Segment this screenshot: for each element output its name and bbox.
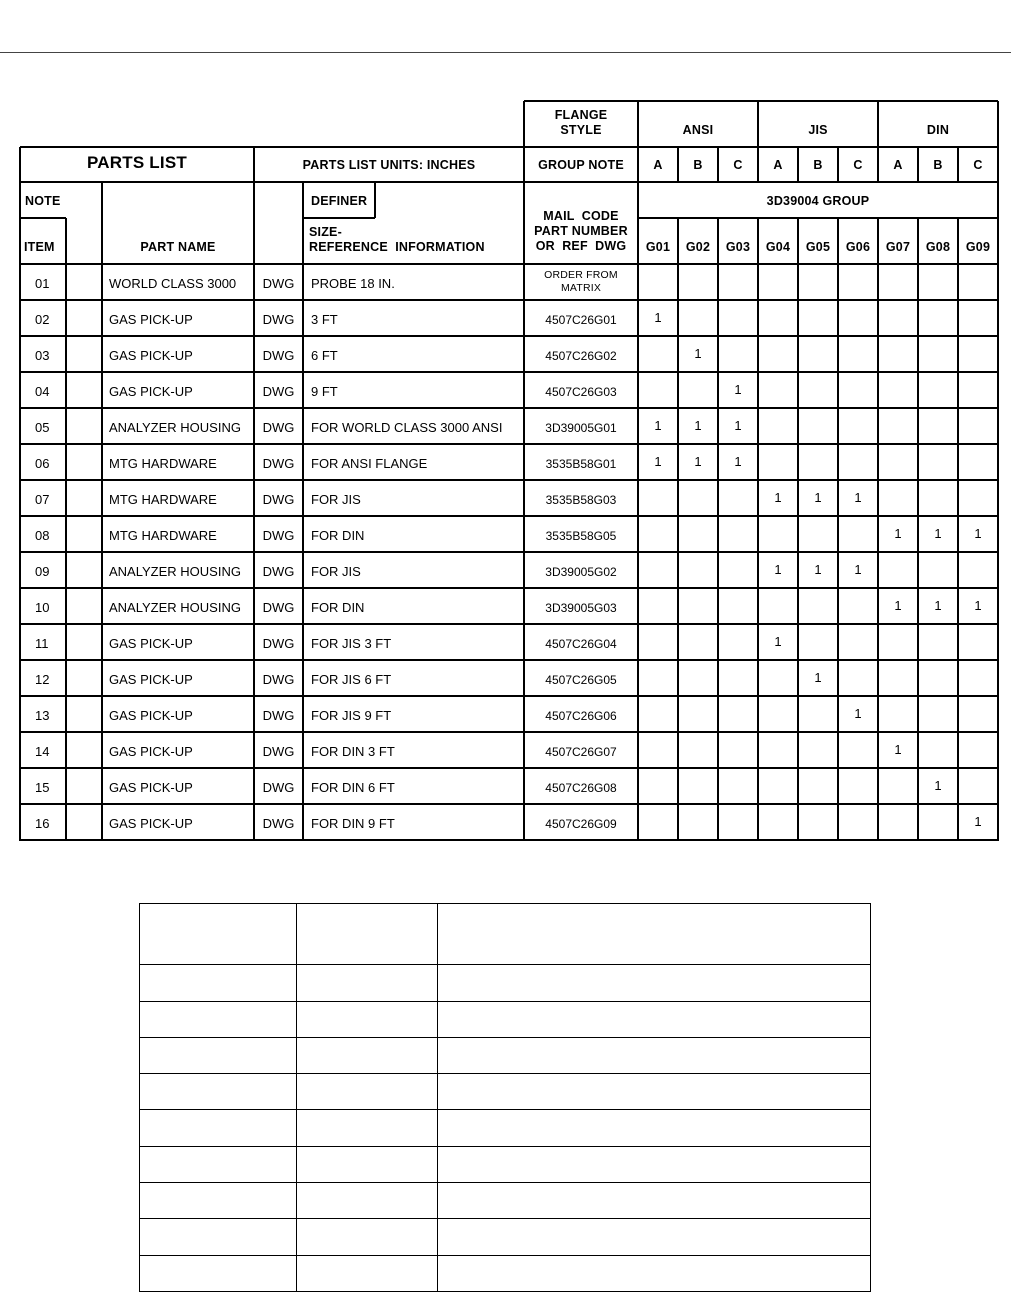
group-code: G01 [645, 240, 671, 254]
size-reference: 6 FT [311, 348, 338, 363]
rule-line [997, 101, 999, 841]
quantity-cell: 1 [934, 526, 942, 541]
flange-letter: A [653, 158, 663, 172]
part-name: GAS PICK-UP [109, 708, 193, 723]
part-number: 4507C26G06 [545, 709, 617, 723]
dwg-definer: DWG [262, 708, 295, 723]
blank-cell [438, 1110, 871, 1146]
quantity-cell: 1 [814, 670, 822, 685]
rule-line [374, 182, 376, 218]
rule-line [638, 217, 998, 219]
part-name: GAS PICK-UP [109, 780, 193, 795]
part-name: GAS PICK-UP [109, 816, 193, 831]
rule-line [524, 100, 998, 102]
blank-cell [297, 904, 438, 965]
item-number: 02 [35, 312, 50, 327]
blank-table-row [140, 1037, 871, 1073]
rule-line [20, 407, 998, 409]
dwg-definer: DWG [262, 456, 295, 471]
quantity-cell: 1 [854, 562, 862, 577]
rule-line [20, 217, 66, 219]
blank-table-row [140, 965, 871, 1001]
item-number: 03 [35, 348, 50, 363]
part-number: 4507C26G03 [545, 385, 617, 399]
part-name: GAS PICK-UP [109, 636, 193, 651]
blank-cell [438, 1255, 871, 1291]
rule-line [797, 218, 799, 841]
blank-cell [297, 1182, 438, 1218]
dwg-definer: DWG [262, 672, 295, 687]
size-reference: FOR JIS 9 FT [311, 708, 392, 723]
part-number: 4507C26G04 [545, 637, 617, 651]
group-code: G02 [685, 240, 711, 254]
size-reference: PROBE 18 IN. [311, 276, 395, 291]
flange-group-jis: JIS [808, 123, 828, 137]
blank-cell [297, 1146, 438, 1182]
size-reference: 9 FT [311, 384, 338, 399]
blank-cell [438, 965, 871, 1001]
flange-letter: C [853, 158, 863, 172]
rule-line [20, 335, 998, 337]
rule-line [20, 146, 998, 148]
dwg-definer: DWG [262, 816, 295, 831]
part-number: 3535B58G01 [545, 457, 617, 471]
blank-cell [140, 1182, 297, 1218]
quantity-cell: 1 [654, 310, 662, 325]
blank-cell [297, 1037, 438, 1073]
dwg-definer: DWG [262, 312, 295, 327]
quantity-cell: 1 [654, 418, 662, 433]
size-reference: 3 FT [311, 312, 338, 327]
definer-label: DEFINER [311, 194, 368, 208]
quantity-cell: 1 [854, 490, 862, 505]
part-number: 4507C26G09 [545, 817, 617, 831]
quantity-cell: 1 [734, 454, 742, 469]
quantity-cell: 1 [854, 706, 862, 721]
dwg-definer: DWG [262, 276, 295, 291]
item-number: 09 [35, 564, 50, 579]
size-reference: FOR DIN [311, 528, 365, 543]
rule-line [20, 443, 998, 445]
note-label: NOTE [25, 194, 61, 208]
dwg-definer: DWG [262, 780, 295, 795]
flange-letter: C [973, 158, 983, 172]
part-name: WORLD CLASS 3000 [109, 276, 237, 291]
item-label: ITEM [24, 240, 55, 254]
rule-line [20, 587, 998, 589]
quantity-cell: 1 [774, 562, 782, 577]
blank-cell [140, 1001, 297, 1037]
part-number: 3535B58G03 [545, 493, 617, 507]
flange-letter: B [933, 158, 943, 172]
blank-cell [438, 1146, 871, 1182]
rule-line [20, 659, 998, 661]
blank-cell [297, 1219, 438, 1255]
quantity-cell: 1 [814, 490, 822, 505]
rule-line [20, 371, 998, 373]
rule-line [717, 218, 719, 841]
blank-cell [438, 904, 871, 965]
size-reference: FOR JIS 3 FT [311, 636, 392, 651]
group-code: G05 [805, 240, 831, 254]
part-number: 4507C26G01 [545, 313, 617, 327]
flange-letter: C [733, 158, 743, 172]
rule-line [65, 218, 67, 841]
blank-cell [297, 1074, 438, 1110]
part-name-label: PART NAME [140, 240, 216, 254]
item-number: 12 [35, 672, 50, 687]
part-number: 4507C26G02 [545, 349, 617, 363]
rule-line [20, 695, 998, 697]
item-number: 15 [35, 780, 50, 795]
part-name: ANALYZER HOUSING [109, 564, 241, 579]
rule-line [20, 551, 998, 553]
dwg-definer: DWG [262, 492, 295, 507]
size-reference: FOR DIN [311, 600, 365, 615]
dwg-definer: DWG [262, 528, 295, 543]
quantity-cell: 1 [934, 778, 942, 793]
quantity-cell: 1 [814, 562, 822, 577]
part-number: 3D39005G02 [545, 565, 617, 579]
dwg-definer: DWG [262, 636, 295, 651]
rule-line [20, 479, 998, 481]
dwg-definer: DWG [262, 600, 295, 615]
size-reference: FOR JIS [311, 564, 361, 579]
blank-table-row [140, 1146, 871, 1182]
blank-cell [140, 1037, 297, 1073]
item-number: 01 [35, 276, 50, 291]
group-code: G08 [925, 240, 951, 254]
rule-line [20, 181, 998, 183]
size-reference: FOR JIS 6 FT [311, 672, 392, 687]
group-code: G09 [965, 240, 991, 254]
item-number: 05 [35, 420, 50, 435]
part-number: 3D39005G01 [545, 421, 617, 435]
size-reference: FOR DIN 6 FT [311, 780, 395, 795]
quantity-cell: 1 [894, 526, 902, 541]
part-name: GAS PICK-UP [109, 672, 193, 687]
dwg-definer: DWG [262, 420, 295, 435]
blank-table-row [140, 1074, 871, 1110]
part-name: ANALYZER HOUSING [109, 420, 241, 435]
quantity-cell: 1 [694, 346, 702, 361]
flange-letter: A [893, 158, 903, 172]
size-ref-label: SIZE- REFERENCE INFORMATION [309, 225, 485, 254]
dwg-definer: DWG [262, 744, 295, 759]
blank-table-row [140, 1001, 871, 1037]
blank-cell [297, 1001, 438, 1037]
size-reference: FOR WORLD CLASS 3000 ANSI [311, 420, 503, 435]
rule-line [20, 731, 998, 733]
size-reference: FOR DIN 9 FT [311, 816, 395, 831]
blank-cell [438, 1037, 871, 1073]
blank-cell [297, 1110, 438, 1146]
quantity-cell: 1 [734, 418, 742, 433]
quantity-cell: 1 [934, 598, 942, 613]
item-number: 11 [35, 636, 49, 651]
blank-cell [297, 1255, 438, 1291]
part-number: 4507C26G08 [545, 781, 617, 795]
quantity-cell: 1 [734, 382, 742, 397]
flange-letter: B [693, 158, 703, 172]
rule-line [303, 217, 375, 219]
blank-cell [438, 1074, 871, 1110]
rule-line [101, 182, 103, 841]
flange-group-din: DIN [926, 123, 950, 137]
item-number: 10 [35, 600, 50, 615]
blank-cell [297, 965, 438, 1001]
part-name: GAS PICK-UP [109, 348, 193, 363]
part-number: 3D39005G03 [545, 601, 617, 615]
parts-list-title: PARTS LIST [87, 153, 187, 172]
quantity-cell: 1 [974, 598, 982, 613]
blank-cell [140, 1219, 297, 1255]
item-number: 16 [35, 816, 50, 831]
part-number: 4507C26G05 [545, 673, 617, 687]
flange-group-ansi: ANSI [682, 123, 714, 137]
blank-cell [438, 1219, 871, 1255]
quantity-cell: 1 [894, 598, 902, 613]
blank-cell [438, 1182, 871, 1218]
blank-cell [140, 1255, 297, 1291]
part-name: MTG HARDWARE [109, 492, 217, 507]
blank-table-header-row [140, 904, 871, 965]
quantity-cell: 1 [894, 742, 902, 757]
group-note-label: GROUP NOTE [538, 158, 624, 172]
rule-line [19, 147, 21, 841]
dwg-definer: DWG [262, 348, 295, 363]
part-name: ANALYZER HOUSING [109, 600, 241, 615]
quantity-cell: 1 [694, 454, 702, 469]
rule-line [20, 623, 998, 625]
dwg-definer: DWG [262, 564, 295, 579]
quantity-cell: 1 [774, 634, 782, 649]
blank-table-row [140, 1219, 871, 1255]
quantity-cell: 1 [654, 454, 662, 469]
item-number: 08 [35, 528, 50, 543]
part-number: 3535B58G05 [545, 529, 617, 543]
rule-line [20, 263, 998, 265]
group-title: 3D39004 GROUP [766, 194, 870, 208]
units-label: PARTS LIST UNITS: INCHES [302, 158, 476, 172]
part-number: ORDER FROM MATRIX [544, 269, 618, 294]
group-code: G06 [845, 240, 871, 254]
part-name: GAS PICK-UP [109, 744, 193, 759]
part-number: 4507C26G07 [545, 745, 617, 759]
size-reference: FOR JIS [311, 492, 361, 507]
size-reference: FOR DIN 3 FT [311, 744, 395, 759]
part-name: MTG HARDWARE [109, 456, 217, 471]
item-number: 06 [35, 456, 50, 471]
quantity-cell: 1 [694, 418, 702, 433]
size-reference: FOR ANSI FLANGE [311, 456, 428, 471]
flange-letter: B [813, 158, 823, 172]
rule-line [20, 803, 998, 805]
blank-entry-table [139, 903, 871, 1292]
blank-cell [438, 1001, 871, 1037]
rule-line [837, 218, 839, 841]
blank-table-row [140, 1255, 871, 1291]
item-number: 04 [35, 384, 50, 399]
item-number: 14 [35, 744, 50, 759]
group-code: G03 [725, 240, 751, 254]
group-code: G04 [765, 240, 791, 254]
blank-table-row [140, 1110, 871, 1146]
quantity-cell: 1 [974, 526, 982, 541]
item-number: 13 [35, 708, 50, 723]
blank-table-row [140, 1182, 871, 1218]
rule-line [20, 839, 998, 841]
blank-cell [140, 1146, 297, 1182]
flange-letter: A [773, 158, 783, 172]
part-name: GAS PICK-UP [109, 384, 193, 399]
blank-cell [140, 965, 297, 1001]
group-code: G07 [885, 240, 911, 254]
dwg-definer: DWG [262, 384, 295, 399]
blank-cell [140, 1074, 297, 1110]
part-name: MTG HARDWARE [109, 528, 217, 543]
item-number: 07 [35, 492, 50, 507]
rule-line [20, 515, 998, 517]
mail-code-label: MAIL CODE PART NUMBER OR REF DWG [534, 209, 628, 253]
blank-cell [140, 1110, 297, 1146]
quantity-cell: 1 [974, 814, 982, 829]
flange-style-label: FLANGE STYLE [554, 108, 608, 137]
quantity-cell: 1 [774, 490, 782, 505]
rule-line [757, 218, 759, 841]
blank-cell [140, 904, 297, 965]
rule-line [20, 767, 998, 769]
part-name: GAS PICK-UP [109, 312, 193, 327]
rule-line [20, 299, 998, 301]
